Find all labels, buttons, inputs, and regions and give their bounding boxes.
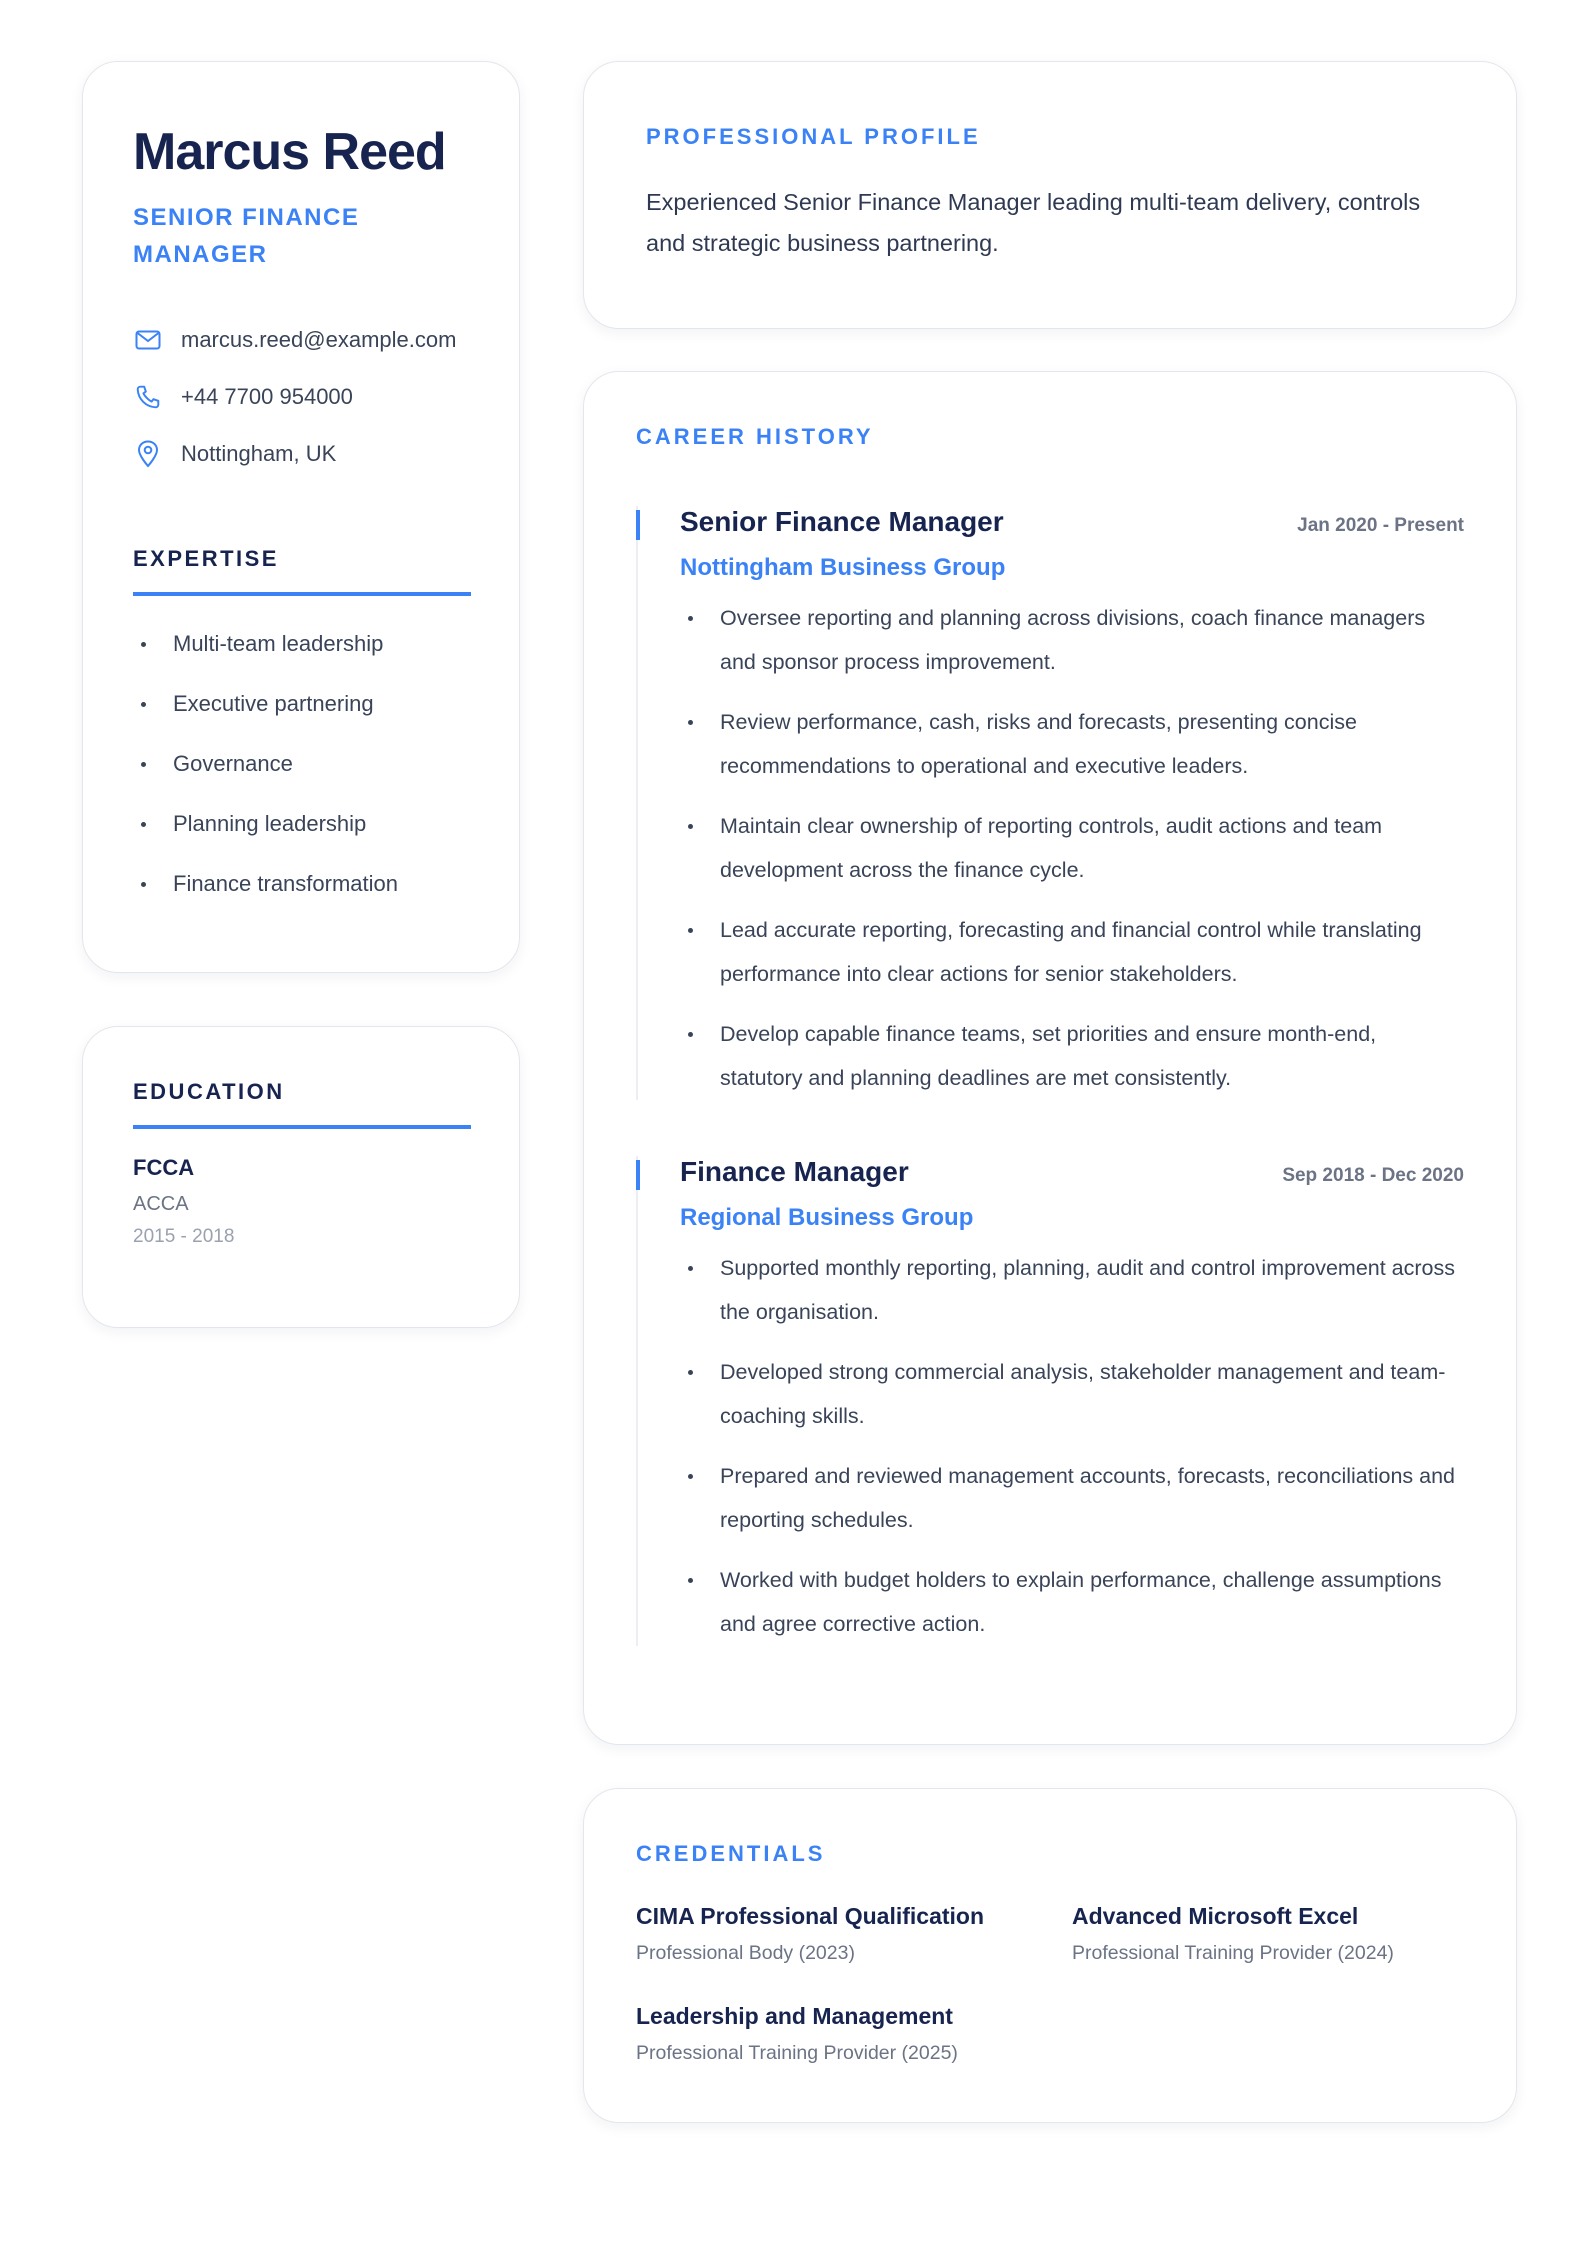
education-heading: EDUCATION [133, 1079, 285, 1104]
job-title: Senior Finance Manager [680, 506, 1004, 537]
phone-icon [133, 382, 163, 412]
list-item [133, 854, 469, 914]
profile-card [583, 61, 1517, 329]
bullet-icon [688, 1578, 693, 1583]
contact-phone[interactable] [133, 368, 469, 425]
contact-phone-text: +44 7700 954000 [181, 383, 353, 409]
skill-label: Finance transformation [173, 871, 398, 897]
bullet-text: Worked with budget holders to explain performance, challenge assumptions and agree corrective action. [720, 1568, 1442, 1636]
bullet-icon [688, 928, 693, 933]
candidate-role: SENIOR FINANCE MANAGER [133, 204, 360, 269]
contact-location-text: Nottingham, UK [181, 440, 337, 466]
job-dates: Sep 2018 - Dec 2020 [1282, 1165, 1464, 1186]
expertise-list [133, 614, 469, 914]
bullet-icon [141, 762, 146, 767]
list-item [680, 908, 1464, 996]
bullet-icon [141, 642, 146, 647]
expertise-divider [133, 592, 471, 596]
skill-label: Multi-team leadership [173, 631, 384, 657]
list-item [133, 734, 469, 794]
bullet-icon [688, 720, 693, 725]
timeline-line [636, 1156, 638, 1646]
credential-source: Professional Training Provider (2025) [636, 2042, 958, 2064]
contact-email-text: marcus.reed@example.com [181, 326, 457, 352]
education-divider [133, 1125, 471, 1129]
bullet-text: Oversee reporting and planning across divisions, coach finance managers and sponsor process improvement. [720, 606, 1426, 674]
education-institution: ACCA [133, 1193, 189, 1215]
education-years: 2015 - 2018 [133, 1226, 235, 1247]
timeline-line [636, 506, 638, 1100]
location-pin-icon [133, 439, 163, 469]
job-header [680, 1156, 1464, 1188]
contact-location [133, 425, 469, 482]
skill-label: Executive partnering [173, 691, 374, 717]
bullet-text: Developed strong commercial analysis, stakeholder management and team-coaching skills. [720, 1360, 1446, 1428]
list-item [680, 1012, 1464, 1100]
bullet-text: Supported monthly reporting, planning, audit and control improvement across the organisation. [720, 1256, 1455, 1324]
timeline-marker [636, 1160, 640, 1190]
credential-name: Leadership and Management [636, 2003, 953, 2029]
mail-icon [133, 325, 163, 355]
credential-source: Professional Training Provider (2024) [1072, 1942, 1394, 1964]
job-bullets [680, 596, 1464, 1100]
list-item [133, 614, 469, 674]
list-item [680, 1246, 1464, 1334]
credential-source: Professional Body (2023) [636, 1942, 855, 1964]
credential-item [636, 1903, 1072, 1965]
skill-label: Governance [173, 751, 293, 777]
career-heading: CAREER HISTORY [636, 424, 874, 449]
bullet-icon [688, 616, 693, 621]
list-item [680, 1350, 1464, 1438]
bullet-icon [688, 1474, 693, 1479]
list-item [680, 1558, 1464, 1646]
profile-summary: Experienced Senior Finance Manager leading multi-team delivery, controls and strategic business partnering. [646, 189, 1421, 256]
job-entry [636, 1156, 1464, 1646]
job-title: Finance Manager [680, 1156, 909, 1187]
credentials-heading: CREDENTIALS [636, 1841, 826, 1866]
bullet-text: Prepared and reviewed management accounts, forecasts, reconciliations and reporting schedules. [720, 1464, 1455, 1532]
list-item [680, 596, 1464, 684]
bullet-icon [141, 882, 146, 887]
list-item [133, 674, 469, 734]
list-item [133, 794, 469, 854]
credential-item [1072, 1903, 1464, 1965]
contact-list [133, 311, 469, 482]
job-entry [636, 506, 1464, 1100]
job-header [680, 506, 1464, 538]
bullet-icon [141, 822, 146, 827]
job-bullets [680, 1246, 1464, 1646]
bullet-icon [141, 702, 146, 707]
contact-email[interactable] [133, 311, 469, 368]
bullet-icon [688, 824, 693, 829]
bullet-text: Lead accurate reporting, forecasting and financial control while translating performance into clear actions for senior stakeholders. [720, 918, 1422, 986]
bullet-text: Develop capable finance teams, set priorities and ensure month-end, statutory and planning deadlines are met consistently. [720, 1022, 1377, 1090]
expertise-heading: EXPERTISE [133, 546, 279, 572]
bullet-text: Review performance, cash, risks and forecasts, presenting concise recommendations to operational and executive leaders. [720, 710, 1357, 778]
bullet-icon [688, 1032, 693, 1037]
timeline-marker [636, 510, 640, 540]
credential-name: Advanced Microsoft Excel [1072, 1903, 1359, 1929]
job-company: Nottingham Business Group [680, 554, 1006, 581]
list-item [680, 700, 1464, 788]
candidate-name: Marcus Reed [133, 123, 446, 181]
bullet-text: Maintain clear ownership of reporting controls, audit actions and team development across the finance cycle. [720, 814, 1383, 882]
job-company: Regional Business Group [680, 1204, 974, 1231]
education-degree: FCCA [133, 1155, 195, 1180]
profile-heading: PROFESSIONAL PROFILE [646, 124, 981, 149]
skill-label: Planning leadership [173, 811, 367, 837]
credentials-card [583, 1788, 1517, 2123]
credential-name: CIMA Professional Qualification [636, 1903, 985, 1929]
bullet-icon [688, 1266, 693, 1271]
job-dates: Jan 2020 - Present [1297, 515, 1464, 536]
list-item [680, 804, 1464, 892]
bullet-icon [688, 1370, 693, 1375]
credentials-grid [636, 1903, 1464, 2065]
identity-card [82, 61, 520, 973]
list-item [680, 1454, 1464, 1542]
education-card [82, 1026, 520, 1328]
career-card [583, 371, 1517, 1745]
credential-item [636, 2003, 1072, 2065]
